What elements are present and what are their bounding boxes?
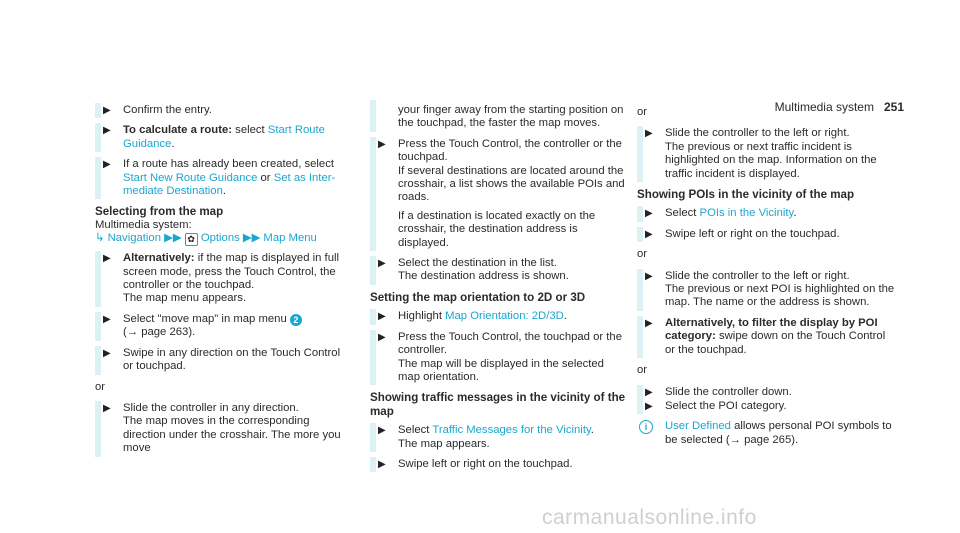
arrow-right-icon: ▶: [103, 313, 111, 325]
set-intermediate-destination-link[interactable]: Set as Inter-mediate Destination: [123, 171, 336, 198]
step-move-map: ▶ Select "move map" in map menu 2 (→ page 263).: [95, 313, 353, 340]
arrow-right-icon: ▶: [103, 253, 111, 265]
step-swipe-any-direction: ▶ Swipe in any direction on the Touch Control or touchpad.: [95, 347, 353, 374]
or-separator: or: [637, 106, 648, 118]
column-1: [95, 104, 353, 463]
arrow-right-icon: ▶: [103, 125, 111, 137]
arrow-right-icon: ▶: [378, 425, 386, 437]
nav-map-menu[interactable]: Map Menu: [263, 232, 317, 245]
step-slide-poi: ▶ Slide the controller to the left or right. The previous or next POI is highlighted on the map. The name or the address is shown.: [637, 270, 895, 310]
arrow-right-icon: ▶: [103, 402, 111, 414]
step-select-pois: ▶ Select POIs in the Vicinity.: [637, 207, 895, 220]
or-separator: or: [95, 380, 106, 393]
start-route-guidance-link[interactable]: Start Route Guidance: [123, 124, 325, 150]
page-number: 251: [883, 100, 904, 114]
step-highlight-orientation: ▶ Highlight Map Orientation: 2D/3D.: [370, 310, 628, 323]
header-title: Multimedia system: [774, 100, 874, 114]
start-new-route-guidance-link[interactable]: Start New Route Guidance: [123, 171, 258, 184]
column-2: [370, 104, 628, 478]
chevron-icon: ▶▶: [242, 232, 261, 245]
arrow-right-icon: ▶: [378, 138, 386, 150]
arrow-right-icon: ▶: [645, 128, 653, 140]
arrow-right-icon: ▶: [103, 105, 111, 116]
column-3: [637, 104, 895, 453]
arrow-right-icon: ▶: [645, 386, 653, 398]
section-selecting-from-map: [95, 205, 353, 246]
arrow-right-icon: ▶: [645, 270, 653, 282]
traffic-messages-link[interactable]: Traffic Messages for the Vicinity: [432, 424, 591, 437]
step-filter-poi-category: ▶ Alternatively, to filter the display by POI category: swipe down on the Touch Control or the touchpad.: [637, 317, 895, 357]
arrow-right-icon: ▶: [378, 458, 386, 470]
step-select-traffic: ▶ Select Traffic Messages for the Vicinity. The map appears.: [370, 424, 628, 451]
info-icon: i: [639, 420, 653, 434]
arrow-right-icon: ▶: [645, 400, 653, 412]
arrow-right-icon: ▶: [103, 159, 111, 171]
options-icon: ✿: [185, 233, 198, 246]
return-arrow-icon: ↳: [95, 232, 105, 245]
pois-vicinity-link[interactable]: POIs in the Vicinity: [699, 207, 794, 220]
section-heading-pois: Showing POIs in the vicinity of the map: [637, 188, 855, 202]
step-continuation: your finger away from the starting position on the touchpad, the faster the map moves.: [370, 104, 628, 131]
step-swipe-touchpad: ▶ Swipe left or right on the touchpad.: [370, 458, 628, 471]
step-slide-left-right: ▶ Slide the controller to the left or right. The previous or next traffic incident is highlighted on the map. Information on the traffic incident is displayed.: [637, 127, 895, 181]
arrow-right-icon: ▶: [645, 208, 653, 220]
step-alternatively-fullscreen: ▶ Alternatively: if the map is displayed in full screen mode, press the Touch Control, the controller or the touchpad. The map menu appears.: [95, 252, 353, 306]
map-orientation-link[interactable]: Map Orientation: 2D/3D: [445, 310, 564, 323]
arrow-right-icon: ▶: [378, 258, 386, 270]
nav-navigation[interactable]: Navigation: [107, 232, 161, 245]
arrow-right-icon: ▶: [645, 317, 653, 329]
step-swipe-poi: ▶ Swipe left or right on the touchpad.: [637, 228, 895, 241]
chevron-icon: ▶▶: [164, 232, 182, 245]
watermark: carmanualsonline.info: [542, 505, 757, 529]
section-heading-orientation: Setting the map orientation to 2D or 3D: [370, 290, 586, 304]
section-heading: Selecting from the map: [95, 205, 224, 219]
info-note: i User Defined allows personal POI symbols to be selected (→ page 265).: [637, 420, 895, 447]
arrow-right-icon: ▶: [378, 311, 386, 323]
step-select-category: ▶ Select the POI category.: [637, 400, 895, 413]
step-route-created: ▶ If a route has already been created, select Start New Route Guidance or Set as Inter-mediate Destination.: [95, 158, 353, 198]
user-defined-link[interactable]: User Defined: [665, 420, 731, 433]
step-slide-down: ▶ Slide the controller down.: [637, 386, 895, 399]
step-select-destination: ▶ Select the destination in the list. The destination address is shown.: [370, 257, 628, 284]
arrow-right-icon: ▶: [103, 347, 111, 359]
callout-badge: 2: [290, 314, 302, 326]
step-press-touch-control: ▶ Press the Touch Control, the controller or the touchpad. If several destinations are located around the crosshair, a list shows the available POIs and roads. If a destination is located exactly on the crosshair, the destination address is displayed.: [370, 138, 628, 250]
or-separator: or: [637, 248, 648, 261]
step-press-orientation: ▶ Press the Touch Control, the touchpad or the controller. The map will be displayed in the selected map orientation.: [370, 331, 628, 385]
step-calculate-route: ▶ To calculate a route: select Start Route Guidance.: [95, 124, 353, 151]
nav-options[interactable]: Options: [200, 232, 240, 245]
system-label: Multimedia system:: [95, 218, 192, 231]
arrow-right-icon: ▶: [378, 331, 386, 343]
step-confirm-entry: ▶ Confirm the entry.: [95, 104, 353, 117]
section-heading-traffic: Showing traffic messages in the vicinity of the map: [370, 391, 626, 418]
menu-path: [95, 232, 353, 246]
step-slide-controller: ▶ Slide the controller in any direction. The map moves in the corresponding direction under the crosshair. The more you move: [95, 402, 353, 456]
or-separator: or: [637, 364, 648, 377]
arrow-right-icon: ▶: [645, 228, 653, 240]
